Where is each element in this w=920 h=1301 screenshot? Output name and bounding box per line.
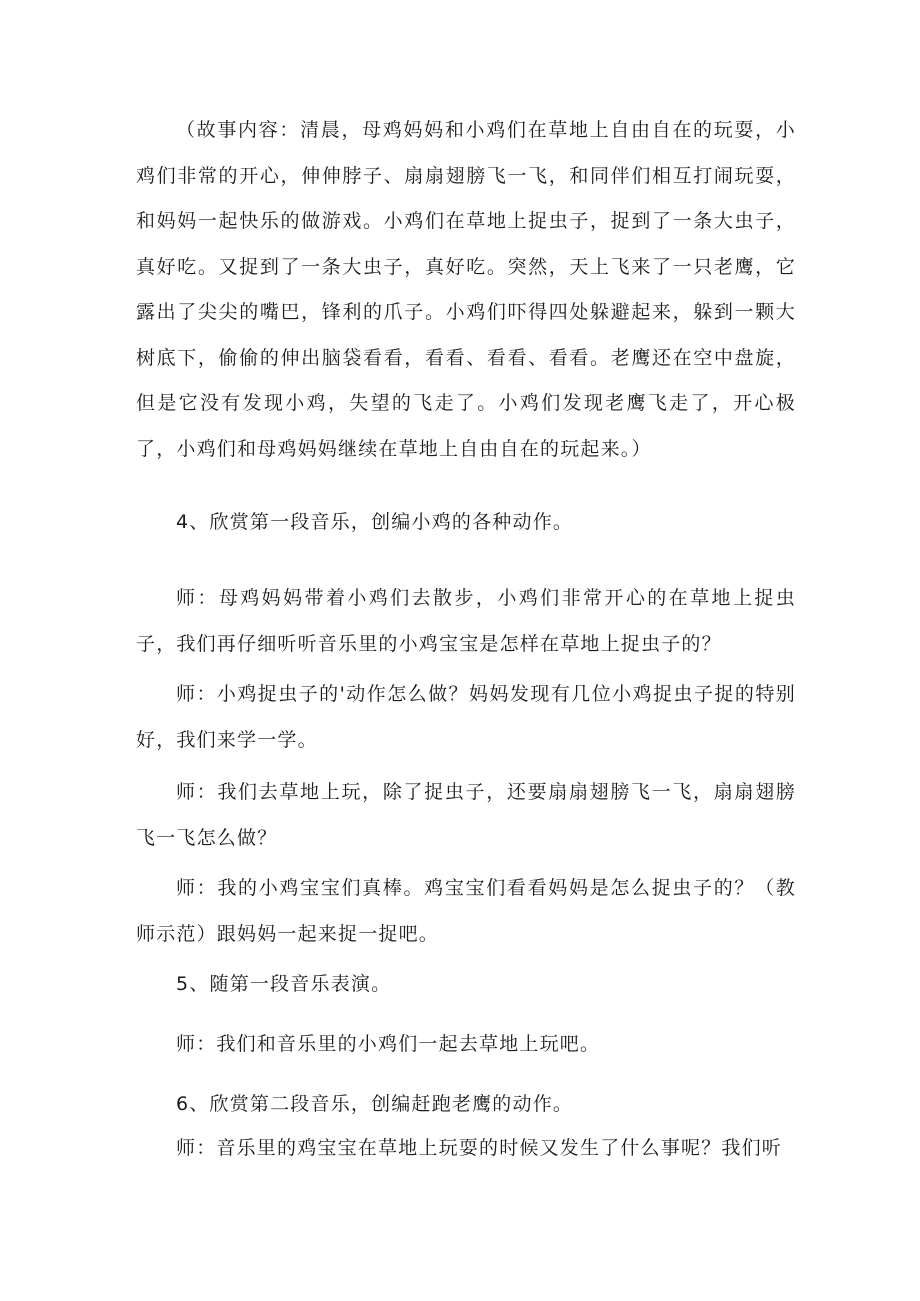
step-6-heading: 6、欣赏第二段音乐，创编赶跑老鹰的动作。: [176, 1093, 574, 1115]
step-5-heading: 5、随第一段音乐表演。: [176, 973, 392, 995]
teacher-dialogue-4: 师：我的小鸡宝宝们真棒。鸡宝宝们看看妈妈是怎么捉虫子的？（教师示范）跟妈妈一起来捉一捉吧。: [136, 877, 796, 945]
teacher-dialogue-1: 师：母鸡妈妈带着小鸡们去散步，小鸡们非常开心的在草地上捉虫子，我们再仔细听听音乐里的小鸡宝宝是怎样在草地上捉虫子的？: [136, 587, 796, 655]
step-4-heading: 4、欣赏第一段音乐，创编小鸡的各种动作。: [176, 511, 574, 533]
story-content-paragraph: （故事内容：清晨，母鸡妈妈和小鸡们在草地上自由自在的玩耍，小鸡们非常的开心，伸伸脖子、扇扇翅膀飞一飞，和同伴们相互打闹玩耍，和妈妈一起快乐的做游戏。小鸡们在草地上捉虫子，捉到了一条大虫子，真好吃。又捉到了一条大虫子，真好吃。突然，天上飞来了一只老鹰，它露出了尖尖的嘴巴，锋利的爪子。小鸡们吓得四处躲避起来，躲到一颗大树底下，偷偷的伸出脑袋看看，看看、看看、看看。老鹰还在空中盘旋，但是它没有发现小鸡，失望的飞走了。小鸡们发现老鹰飞走了，开心极了，小鸡们和母鸡妈妈继续在草地上自由自在的玩起来。）: [136, 119, 796, 460]
teacher-dialogue-3: 师：我们去草地上玩，除了捉虫子，还要扇扇翅膀飞一飞，扇扇翅膀飞一飞怎么做？: [136, 781, 796, 849]
teacher-dialogue-2: 师：小鸡捉虫子的'动作怎么做？妈妈发现有几位小鸡捉虫子捉的特别好，我们来学一学。: [136, 683, 796, 751]
teacher-dialogue-6: 师：音乐里的鸡宝宝在草地上玩耍的时候又发生了什么事呢？我们听: [176, 1137, 783, 1159]
teacher-dialogue-5: 师：我们和音乐里的小鸡们一起去草地上玩吧。: [176, 1033, 601, 1055]
